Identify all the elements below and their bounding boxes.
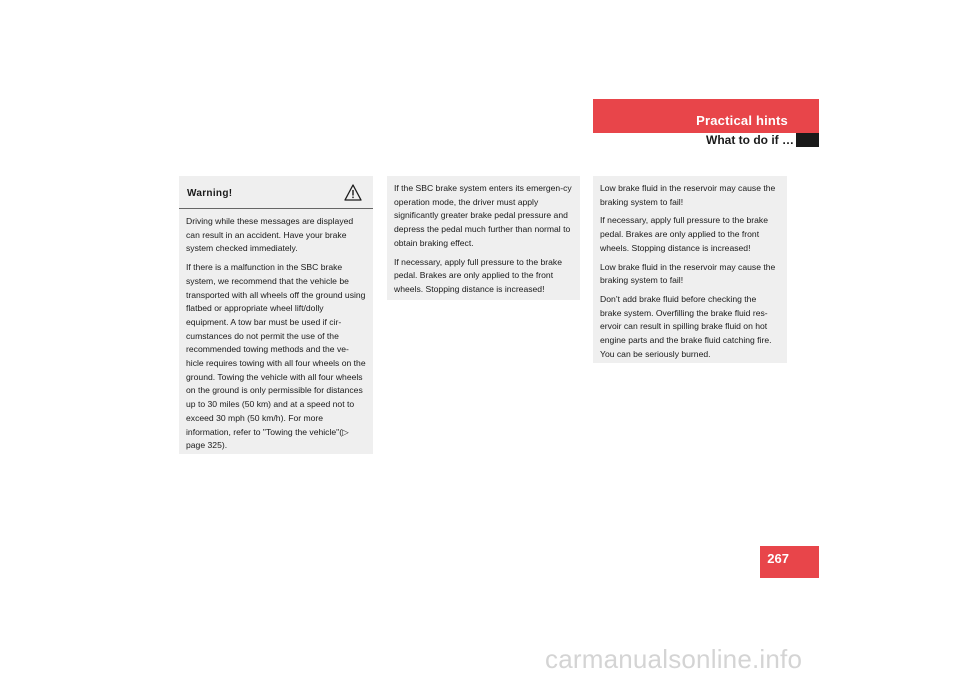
warning-title: Warning! [187,188,233,199]
emergency-mode-box [387,176,580,300]
section-title: Practical hints [696,113,788,128]
warning-header [179,176,373,209]
brake-fluid-box [593,176,787,363]
warning-paragraph: Driving while these messages are displayed can result in an accident. Have your brake system checked immediately. [186,216,354,254]
warning-triangle-icon [344,184,362,201]
info-paragraph: Low brake fluid in the reservoir may cause the braking system to fail! [600,183,776,207]
info-paragraph: If necessary, apply full pressure to the brake pedal. Brakes are only applied to the front wheels. Stopping distance is increased! [600,215,768,253]
warning-paragraph: If there is a malfunction in the SBC brake system, we recommend that the vehicle be transported with all wheels off the ground using flatbed or appropriate wheel lift/dolly equipment. A tow bar must be used if cir-cumstances do not permit the use of the recommended towing methods and the ve-hicle requires towing with all four wheels on the ground. Towing the vehicle with all four wheels on the ground is only permissible for distances up to 30 miles (50 km) and at a speed not to exceed 30 mph (50 km/h). For more information, refer to "Towing the vehicle"(▷ page 325). [186,262,366,451]
info-paragraph: If necessary, apply full pressure to the brake pedal. Brakes are only applied to the front wheels. Stopping distance is increased! [394,256,562,294]
info-paragraph: If the SBC brake system enters its emergen-cy operation mode, the driver must apply significantly greater brake pedal pressure and depress the pedal much further than normal to obtain braking effect. [394,183,572,248]
warning-box [179,176,373,454]
section-header-bar [593,99,819,133]
subsection-title: What to do if … [706,133,794,147]
header-black-tab [796,133,819,147]
watermark: carmanualsonline.info [545,644,803,674]
page-number-badge [760,546,819,578]
page-number: 267 [767,551,789,566]
info-paragraph: Low brake fluid in the reservoir may cause the braking system to fail! [600,261,776,286]
info-paragraph: Don’t add brake fluid before checking the brake system. Overfilling the brake fluid res-ervoir can result in spilling brake fluid on hot engine parts and the brake fluid catching fire. You can be seriously burned. [600,293,772,359]
